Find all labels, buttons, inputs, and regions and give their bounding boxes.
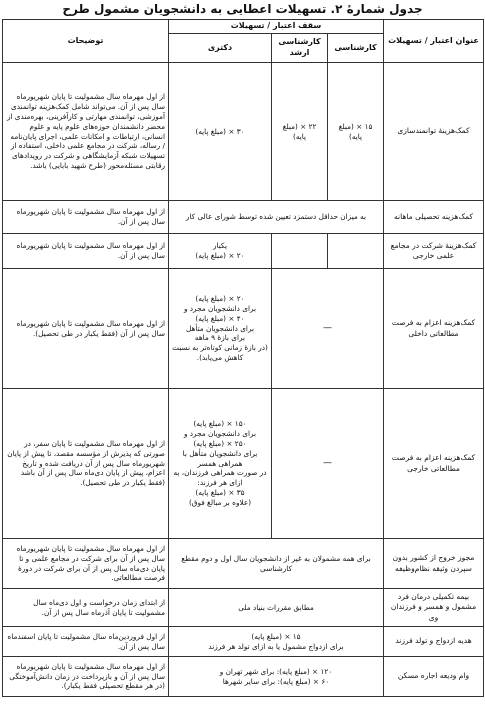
cell-master: ۲۲ × (مبلغ پایه) — [272, 63, 328, 201]
row-title: کمک‌هزینه اعزام به فرصت مطالعاتی خارجی — [384, 389, 484, 539]
table-row — [3, 389, 484, 539]
cell-notes: از اول مهرماه سال مشمولیت تا پایان شهریورماه سال پس از آن (فقط یکبار در طی تحصیل). — [3, 269, 169, 389]
table-row — [3, 63, 484, 201]
row-title: مجوز خروج از کشور بدون سپردن وثیقه نظام‌وظیفه — [384, 539, 484, 589]
table-row — [3, 657, 484, 697]
table-row — [3, 627, 484, 657]
row-title: بیمه تکمیلی درمان فرد مشمول و همسر و فرزندان وی — [384, 589, 484, 627]
row-title: کمک‌هزینۀ شرکت در مجامع علمی خارجی — [384, 234, 484, 269]
header-ceiling: سقف اعتبار / تسهیلات — [169, 20, 384, 34]
cell-notes: از اول مهرماه سال مشمولیت تا پایان شهریورماه سال پس از آن. — [3, 234, 169, 269]
cell-merged: ۱۵ × (مبلغ پایه) برای ازدواج مشمول یا به ازای تولد هر فرزند — [169, 627, 384, 657]
header-master: کارشناسی ارشد — [272, 33, 328, 62]
cell-bachelor: ۱۵ × (مبلغ پایه) — [328, 63, 384, 201]
cell-notes: از اول فروردین‌ماه سال مشمولیت تا پایان اسفندماه سال پس از آن. — [3, 627, 169, 657]
cell-notes: از اول مهرماه سال مشمولیت تا پایان سفر، در صورتی که پذیرش از مؤسسه مقصد، تا پیش از پایان شهریورماه سال پس از آن دریافت شده و تاریخ اعزام، پیش از پایان دی‌ماه سال پس از آن باشد (فقط یکبار در طی تحصیل). — [3, 389, 169, 539]
row-title: هدیه ازدواج و تولد فرزند — [384, 627, 484, 657]
cell-notes: از اول مهرماه سال مشمولیت تا پایان شهریورماه سال پس از آن. می‌تواند شامل کمک‌هزینه توانمندی آموزشی، توانمندی مهارتی و کارآفرینی، بهره‌مندی از محضر دانشمندان حوزه‌های علوم پایه و علوم انسانی، ارتباطات و امکانات علمی، اجرای پایان‌نامه / رساله، شرکت در مجامع علمی داخلی، استفاده از تسهیلات شبکه آزمایشگاهی و شرکت در رویدادهای رقابتی مسئله‌محور (طرح شهید بابایی) باشد. — [3, 63, 169, 201]
cell-notes: از اول مهرماه سال مشمولیت تا پایان شهریورماه سال پس از آن و بازپرداخت در زمان دانش‌آموختگی (در هر مقطع تحصیلی فقط یکبار). — [3, 657, 169, 697]
cell-notes: از ابتدای زمان درخواست و اول دی‌ماه سال مشمولیت تا پایان آذرماه سال پس از آن. — [3, 589, 169, 627]
cell-bachelor — [328, 234, 384, 269]
cell-merged: ۱۲۰ × (مبلغ پایه): برای شهر تهران و ۶۰ × (مبلغ پایه): برای سایر شهرها — [169, 657, 384, 697]
cell-phd: ۲۰ × (مبلغ پایه) برای دانشجویان مجرد و ۴۰ × (مبلغ پایه) برای دانشجویان متأهل برای بازۀ ۹ ماهه (در بازۀ زمانی کوتاه‌تر به نسبت کاهش می‌یابد). — [169, 269, 272, 389]
cell-merged: به میزان حداقل دستمزد تعیین شده توسط شورای عالی کار — [169, 201, 384, 234]
header-notes: توضیحات — [3, 20, 169, 63]
cell-merged: برای همه مشمولان به غیر از دانشجویان سال اول و دوم مقطع کارشناسی — [169, 539, 384, 589]
cell-master — [272, 234, 328, 269]
table-row — [3, 234, 484, 269]
row-title: کمک‌هزینه اعزام به فرصت مطالعاتی داخلی — [384, 269, 484, 389]
row-title: کمک‌هزینۀ توانمندسازی — [384, 63, 484, 201]
header-bachelor: کارشناسی — [328, 33, 384, 62]
header-item: عنوان اعتبار / تسهیلات — [384, 20, 484, 63]
table-title: جدول شمارۀ ۲. تسهیلات اعطایی به دانشجویان مشمول طرح — [62, 2, 423, 16]
table-row — [3, 269, 484, 389]
cell-phd: ۳۰ × (مبلغ پایه) — [169, 63, 272, 201]
table-row — [3, 589, 484, 627]
table-row — [3, 539, 484, 589]
cell-phd: یکبار ۲۰ × (مبلغ پایه) — [169, 234, 272, 269]
cell-master: — — [272, 269, 384, 389]
cell-master: — — [272, 389, 384, 539]
cell-notes: از اول مهرماه سال مشمولیت تا پایان شهریورماه سال پس از آن. — [3, 201, 169, 234]
cell-merged: مطابق مقررات بنیاد ملی — [169, 589, 384, 627]
cell-phd: ۱۵۰ × (مبلغ پایه) برای دانشجویان مجرد و ۲۵۰ × (مبلغ پایه) برای دانشجویان متأهل با همراهی همسر در صورت همراهی فرزندان، به ازای هر فرزند: ۳۵ × (مبلغ پایه) (علاوه بر مبالغ فوق) — [169, 389, 272, 539]
facilities-table — [2, 19, 484, 697]
table-row — [3, 201, 484, 234]
row-title: کمک‌هزینه تحصیلی ماهانه — [384, 201, 484, 234]
header-phd: دکتری — [169, 33, 272, 62]
row-title: وام ودیعه اجاره مسکن — [384, 657, 484, 697]
header-row-top — [3, 20, 484, 34]
cell-notes: از اول مهرماه سال مشمولیت تا پایان شهریورماه سال پس از آن برای شرکت در مجامع علمی و تا پایان دی‌ماه سال پس از آن برای شرکت در دورۀ فرصت مطالعاتی. — [3, 539, 169, 589]
